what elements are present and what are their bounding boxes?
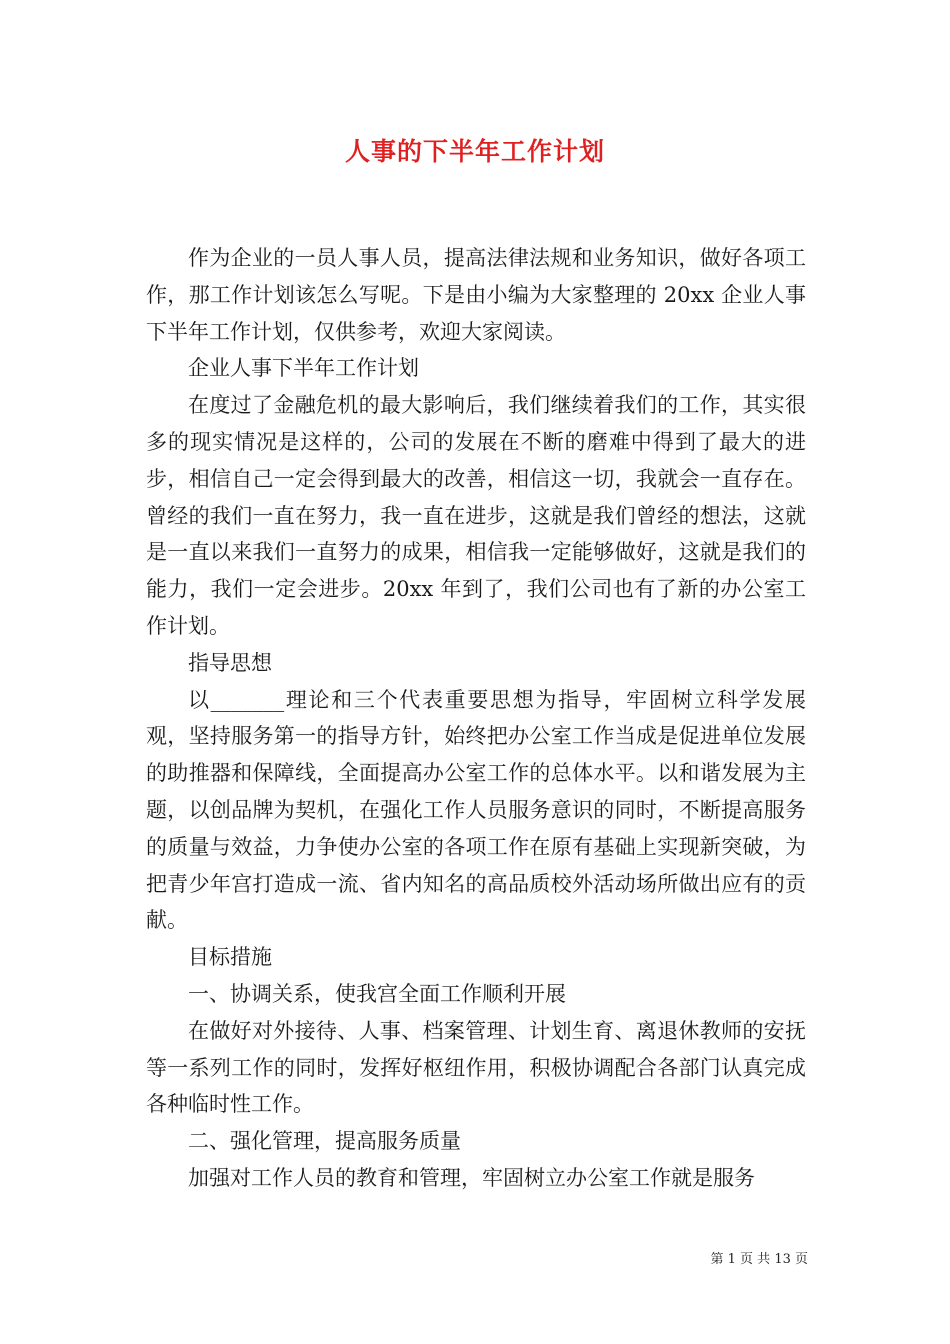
heading-plan: 企业人事下半年工作计划 xyxy=(188,356,419,381)
paragraph-background: 在度过了金融危机的最大影响后，我们继续着我们的工作，其实很多的现实情况是这样的，公司的发展在不断的磨难中得到了最大的进步，相信自己一定会得到最大的改善，相信这一切，我就会一直存在。曾经的我们一直在努力，我一直在进步，这就是我们曾经的想法，这就是一直以来我们一直努力的成果，相信我一定能够做好，这就是我们的能力，我们一定会进步。20xx 年到了，我们公司也有了新的办公室工作计划。 xyxy=(146,393,806,638)
heading-goals-measures: 目标措施 xyxy=(188,945,272,970)
paragraph-guiding-ideology: 以_______理论和三个代表重要思想为指导，牢固树立科学发展观，坚持服务第一的指导方针，始终把办公室工作当成是促进单位发展的助推器和保障线，全面提高办公室工作的总体水平。以和谐发展为主题，以创品牌为契机，在强化工作人员服务意识的同时，不断提高服务的质量与效益，力争使办公室的各项工作在原有基础上实现新突破，为把青少年宫打造成一流、省内知名的高品质校外活动场所做出应有的贡献。 xyxy=(146,687,806,933)
paragraph-coordinate: 在做好对外接待、人事、档案管理、计划生育、离退休教师的安抚等一系列工作的同时，发挥好枢纽作用，积极协调配合各部门认真完成各种临时性工作。 xyxy=(146,1018,806,1117)
heading-guiding-ideology: 指导思想 xyxy=(188,650,272,675)
document-title: 人事的下半年工作计划 xyxy=(344,137,605,166)
paragraph-intro: 作为企业的一员人事人员，提高法律法规和业务知识，做好各项工作，那工作计划该怎么写呢。下是由小编为大家整理的 20xx 企业人事下半年工作计划，仅供参考，欢迎大家阅读。 xyxy=(146,246,806,344)
paragraph-management: 加强对工作人员的教育和管理，牢固树立办公室工作就是服务 xyxy=(188,1165,755,1190)
document-body xyxy=(146,240,806,1197)
subheading-management: 二、强化管理，提高服务质量 xyxy=(188,1129,461,1154)
subheading-coordinate: 一、协调关系，使我宫全面工作顺利开展 xyxy=(188,981,566,1006)
page-number-footer: 第 1 页 共 13 页 xyxy=(710,1252,808,1267)
